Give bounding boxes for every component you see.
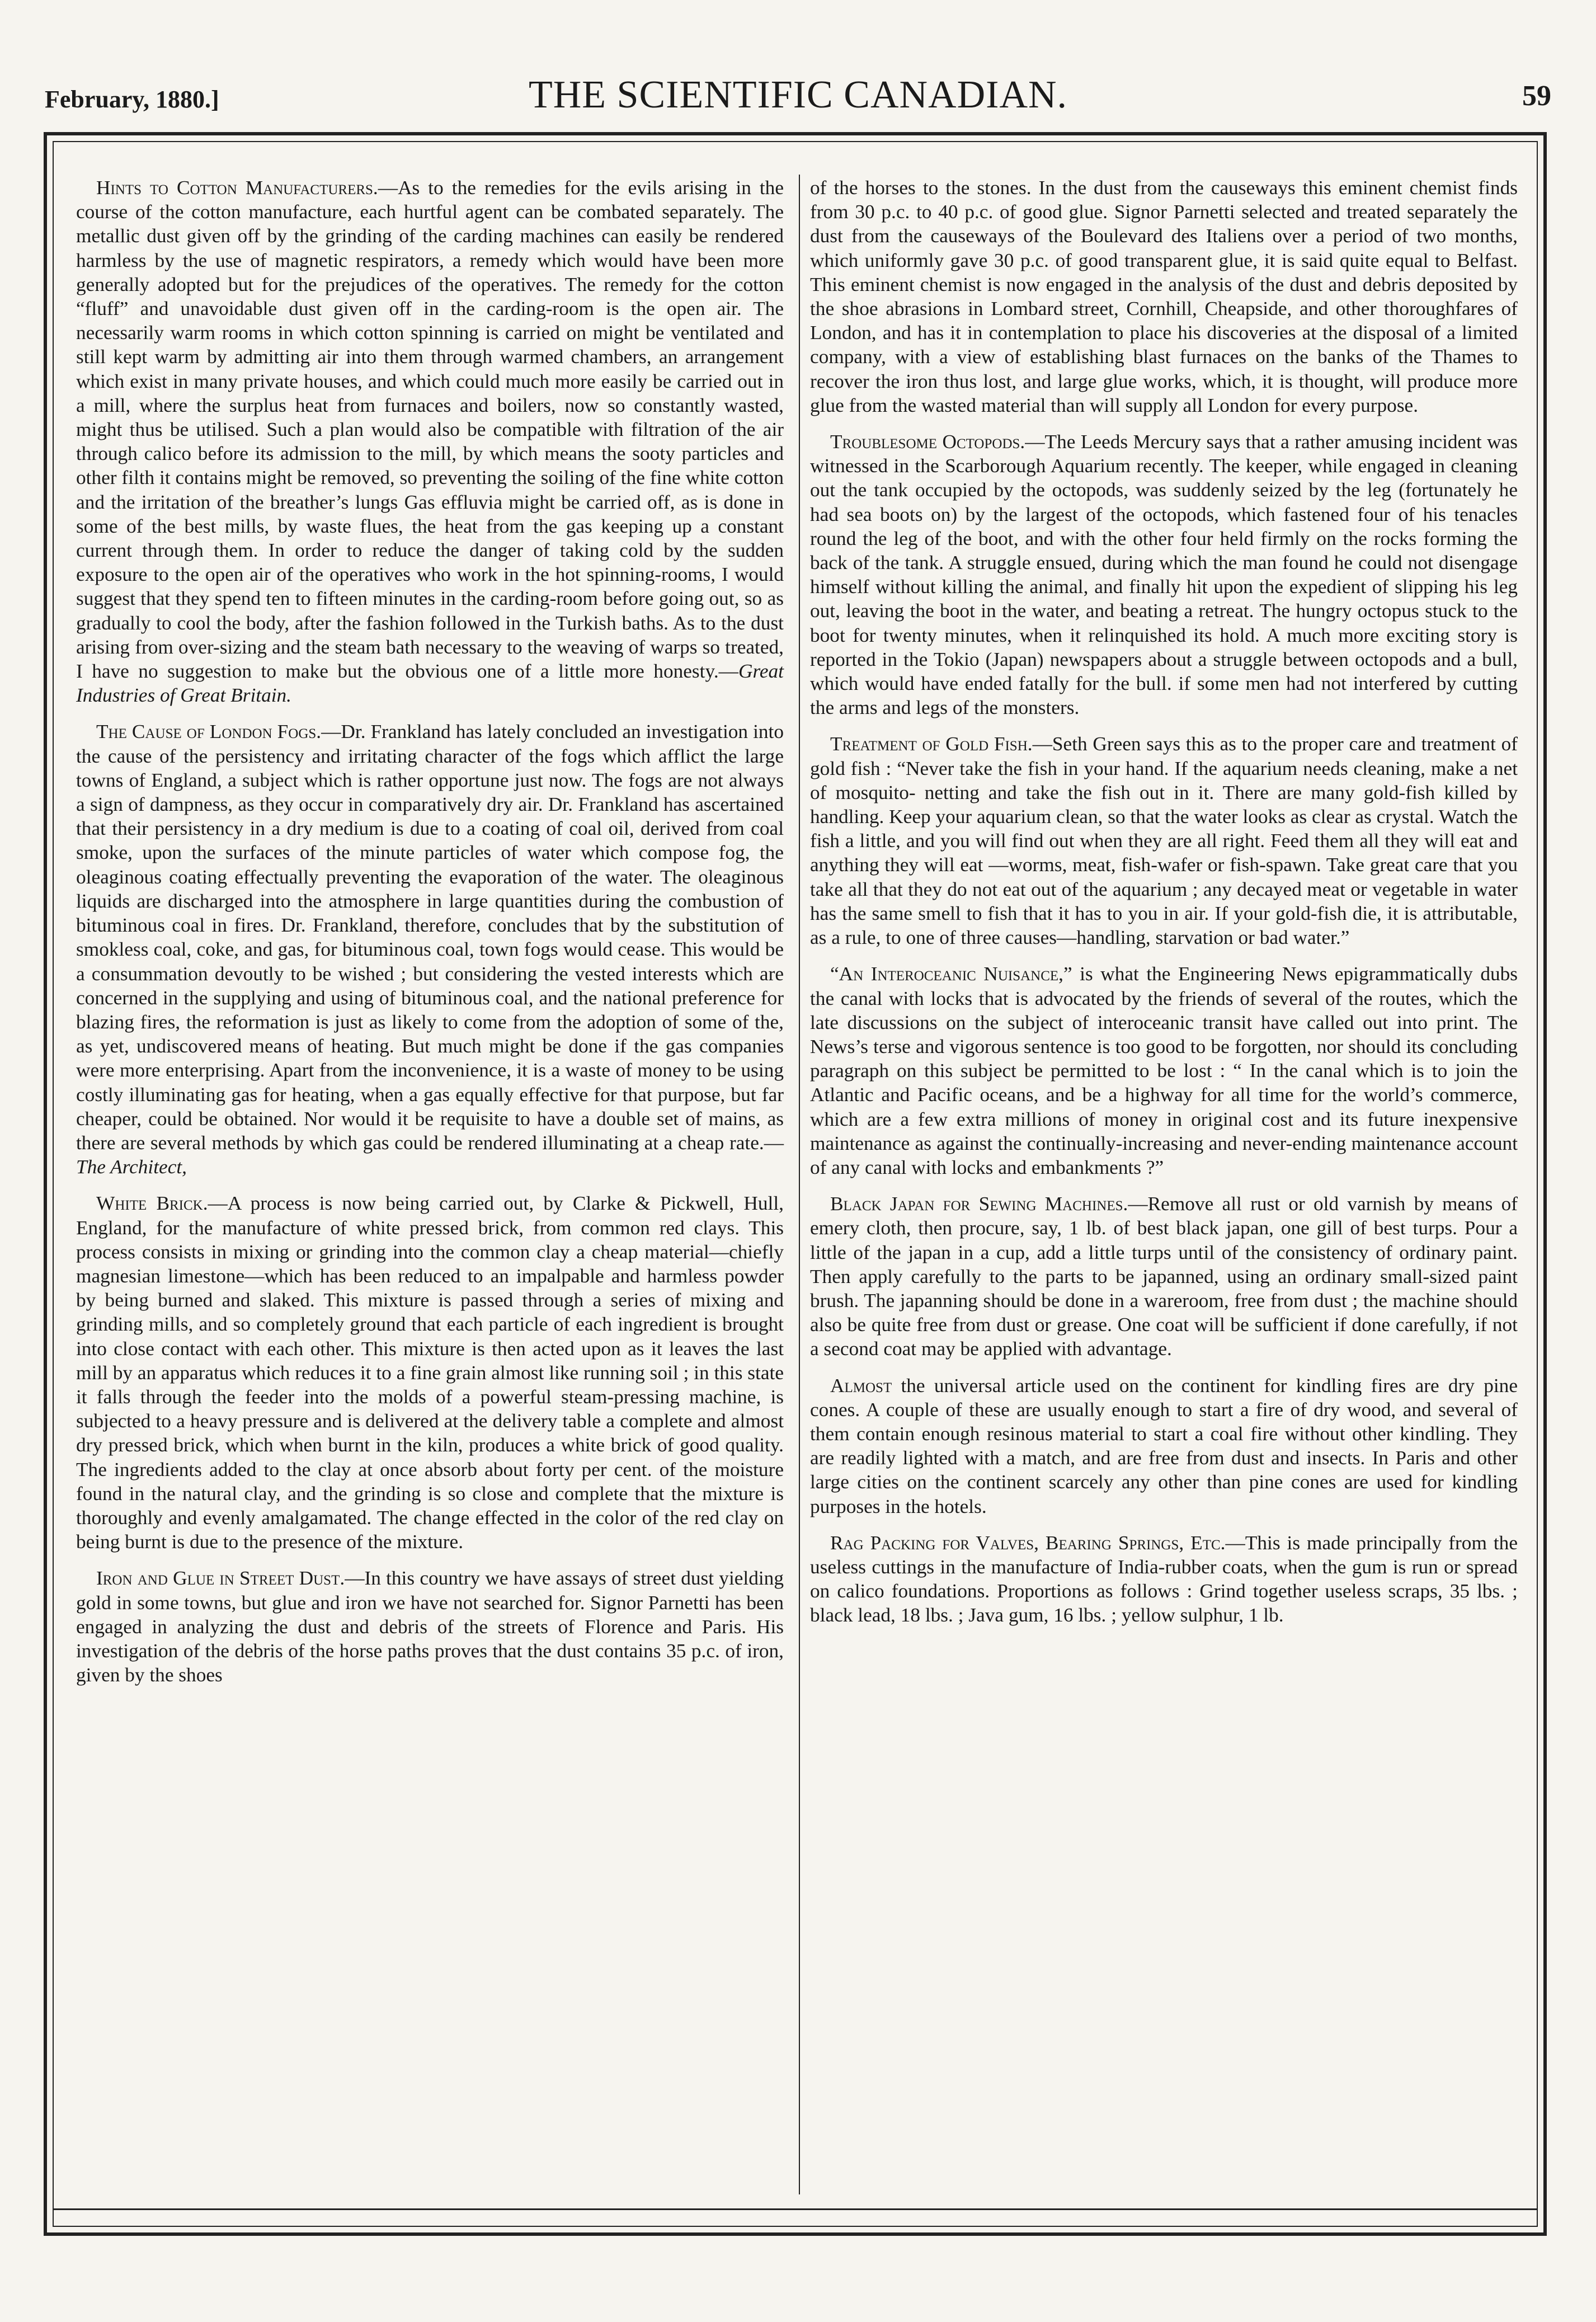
article-heading: Rag Packing for Valves, Bearing Springs, Etc. [830,1531,1226,1554]
article-heading: Iron and Glue in Street Dust. [96,1567,345,1590]
article-body: —Seth Green says this as to the proper care and treatment of gold fish : “Never take the fish in your hand. If the aquarium needs cleaning, make a net of mosquito- netting and take the fish out in it. There are many gold-fish killed by handling. Keep your aquarium clean, so that the water looks as clear as crystal. Watch the fish a little, and you will find out when they are all right. Feed them all they will eat and anything they will eat —worms, meat, fish-wafer or fish-spawn. Take great care that you take all that they do not eat out of the aquarium ; any decayed meat or vegetable in water has the same smell to fish that it has to you in air. If your gold-fish die, it is attributable, as a rule, to one of three causes—handling, starvation or bad water.” [810,733,1518,949]
journal-title: THE SCIENTIFIC CANADIAN. [528,73,1068,116]
left-column [76,176,784,1699]
article-body: —The Leeds Mercury says that a rather amusing incident was witnessed in the Scarborough Aquarium recently. The keeper, while engaged in cleaning out the tank occupied by the octopods, was suddenly seized by the leg (fortunately he had sea boots on) by the largest of the octopods, which fastened four of his tenacles round the leg of the boot, and with the other four held firmly on the rocks forming the back of the tank. A struggle ensued, during which the man found he could not disengage himself without killing the animal, and finally hit upon the expedient of slipping his leg out, leaving the boot in the water, and beating a retreat. The hungry octopus stuck to the boot for twenty minutes, when it relinquished its hold. A much more exciting story is reported in the Tokio (Japan) newspapers about a struggle between octopods and a bull, which would have ended fatally for the bull. if some men had not interfered by cutting the arms and legs of the monsters. [810,431,1518,719]
article-interoceanic [810,962,1518,1179]
article-body: —In this country we have assays of street dust yielding gold in some towns, but glue and iron we have not searched for. Signor Parnetti has been engaged in analyzing the dust and debris of the streets of Florence and Paris. His investigation of the debris of the horse paths proves that the dust contains 35 p.c. of iron, given by the shoes [76,1567,784,1686]
column-divider [799,175,800,2194]
article-gold-fish [810,732,1518,950]
page-frame-inner [53,141,1538,2227]
article-body: the universal article used on the continent for kindling fires are dry pine cones. A couple of these are usually enough to start a fire of dry wood, and several of them contain enough resinous material to start a coal fire without other kindling. They are readily lighted with a match, and are free from dust and insects. In Paris and other large cities on the continent scarcely any other than pine cones are used for kindling purposes in the hotels. [810,1374,1518,1517]
article-heading: Hints to Cotton Manufacturers. [96,177,378,199]
article-body: —This is made principally from the useless cuttings in the manufacture of India-rubber coats, when the gum is run or spread on calico foundations. Proportions as follows : Grind together useless scraps, 35 lbs. ; black lead, 18 lbs. ; Java gum, 16 lbs. ; yellow sulphur, 1 lb. [810,1531,1518,1627]
article-heading: “An Interoceanic Nuisance,” [830,963,1072,985]
article-body: of the horses to the stones. In the dust from the causeways this eminent chemist finds from 30 p.c. to 40 p.c. of good glue. Signor Parnetti selected and treated separately the dust from the causeways of the Boulevard des Italiens over a period of two months, which uniformly gave 30 p.c. of good transparent glue, it is said quite equal to Belfast. This eminent chemist is now engaged in the analysis of the dust and debris deposited by the shoe abrasions in Lombard street, Cornhill, Cheapside, and other thoroughfares of London, and has it in contemplation to place his discoveries at the disposal of a limited company, with a view of establishing blast furnaces on the banks of the Thames to recover the iron thus lost, and large glue works, which, it is thought, will produce more glue from the wasted material than will supply all London for every purpose. [810,177,1518,416]
article-white-brick [76,1191,784,1554]
article-iron-glue [76,1566,784,1687]
article-heading: White Brick. [96,1192,208,1215]
article-london-fogs [76,720,784,1179]
article-body: —Dr. Frankland has lately concluded an investigation into the cause of the persistency and irritating character of the fogs which afflict the large towns of England, a subject which is rather opportune just now. The fogs are not always a sign of dampness, as they occur in comparatively dry air. Dr. Frankland has ascertained that their persistency in a dry medium is due to a coating of coal oil, derived from coal smoke, upon the surfaces of the minute particles of water which compose fog, the oleaginous coating effectually preventing the evaporation of the water. The oleaginous liquids are discharged into the atmosphere in large quantities during the combustion of bituminous coal in fires. Dr. Frankland, therefore, concludes that by the substitution of smokless coal, coke, and gas, for bituminous coal, town fogs would cease. This would be a consummation devoutly to be wished ; but considering the vested interests which are concerned in the supplying and using of bituminous coal, and the national preference for blazing fires, the reformation is just as likely to come from the adoption of some of the, as yet, undiscovered means of heating. But much might be done if the gas companies were more enterprising. Apart from the inconvenience, it is a waste of money to be using costly illuminating gas for heating, when a gas equally effective for that purpose, but far cheaper, could be obtained. Nor would it be requisite to have a double set of mains, as there are several methods by which gas could be rendered illuminating at a cheap rate.— [76,721,784,1154]
article-heading: Black Japan for Sewing Machines. [830,1193,1128,1215]
article-black-japan [810,1192,1518,1361]
page-header [45,73,1551,129]
article-heading: Almost [830,1374,892,1397]
article-source: Great Industries of Great Britain. [76,660,784,707]
article-heading: The Cause of London Fogs. [96,721,322,743]
article-body: is what the Engineering News epigrammatically dubs the canal with locks that is advocated by the friends of several of the routes, which the late discussions on the subject of interoceanic transit have called out into print. The News’s terse and vigorous sentence is too good to be forgotten, nor should its concluding paragraph on this subject be permitted to be lost : “ In the canal which is to join the Atlantic and Pacific oceans, and be a highway for all time for the world’s commerce, which are a few extra millions of money in original cost and its future inexpensive maintenance as against the continually-increasing and never-ending maintenance account of any canal with locks and embankments ?” [810,963,1518,1178]
article-source: The Architect, [76,1156,187,1178]
article-heading: Troublesome Octopods. [830,431,1025,453]
article-pine-cones [810,1374,1518,1519]
article-octopods [810,430,1518,720]
page-frame [44,132,1547,2236]
article-rag-packing [810,1531,1518,1628]
article-body: —As to the remedies for the evils arising in the course of the cotton manufacture, each hurtful agent can be combated separately. The metallic dust given off by the grinding of the carding machines can easily be rendered harmless by the use of magnetic respirators, a remedy which would have been more generally adopted but for the prejudices of the operatives. The remedy for the cotton “fluff” and unavoidable dust given off in the carding-room is the open air. The necessarily warm rooms in which cotton spinning is carried on might be ventilated and still kept warm by admitting air into them through warmed chambers, an arrangement which exist in many private houses, and which could much more easily be carried out in a mill, where the surplus heat from furnaces and boilers, now so constantly wasted, might thus be utilised. Such a plan would also be compatible with filtration of the air through calico before its admission to the mill, by which means the sooty particles and other filth it contains might be removed, so preventing the soiling of the fine white cotton and the irritation of the breather’s lungs Gas effluvia might be carried off, as is done in some of the best mills, by waste flues, the heat from the gas keeping up a constant current through them. In order to reduce the danger of taking cold by the sudden exposure to the open air of the operatives who work in the hot spinning-rooms, I would suggest that they spend ten to fifteen minutes in the carding-room before going out, so as gradually to cool the body, after the fashion followed in the Turkish baths. As to the dust arising from over-sizing and the steam bath necessary to the weaving of warps so treated, I have no suggestion to make but the obvious one of a little more honesty.— [76,177,784,683]
bottom-rule [54,2208,1537,2210]
article-body: —A process is now being carried out, by Clarke & Pickwell, Hull, England, for the manufacture of white pressed brick, from common red clays. This process consists in mixing or grinding into the common clay a cheap material—chiefly magnesian limestone—which has been reduced to an impalpable and harmless powder by being burned and slaked. This mixture is passed through a series of mixing and grinding mills, and so completely ground that each particle of each ingredient is brought into close contact with each other. This mixture is then acted upon as it leaves the last mill by an apparatus which reduces it to a fine grain almost like running soil ; in this state it falls through the feeder into the molds of a powerful steam-pressing machine, is subjected to a heavy pressure and is delivered at the delivery table a complete and almost dry pressed brick, which when burnt in the kiln, produces a white brick of good quality. The ingredients added to the clay at once absorb about forty per cent. of the moisture found in the natural clay, and the grinding is so close and complete that the mixture is thoroughly and evenly amalgamated. The change effected in the color of the red clay on being burnt is due to the presence of the mixture. [76,1192,784,1553]
issue-date: February, 1880.] [45,86,219,113]
article-cotton [76,176,784,707]
article-body: —Remove all rust or old varnish by means of emery cloth, then procure, say, 1 lb. of best black japan, one gill of best turps. Pour a little of the japan in a cup, add a little turps until of the consistency of ordinary paint. Then apply carefully to the parts to be japanned, using an ordinary small-sized paint brush. The japanning should be done in a wareroom, free from dust ; the machine should also be quite free from dust or grease. One coat will be sufficient if done carefully, if not a second coat may be applied with advantage. [810,1193,1518,1360]
article-iron-glue-continued [810,176,1518,417]
page-number: 59 [1522,80,1551,112]
article-heading: Treatment of Gold Fish. [830,733,1033,755]
right-column [810,176,1518,1640]
